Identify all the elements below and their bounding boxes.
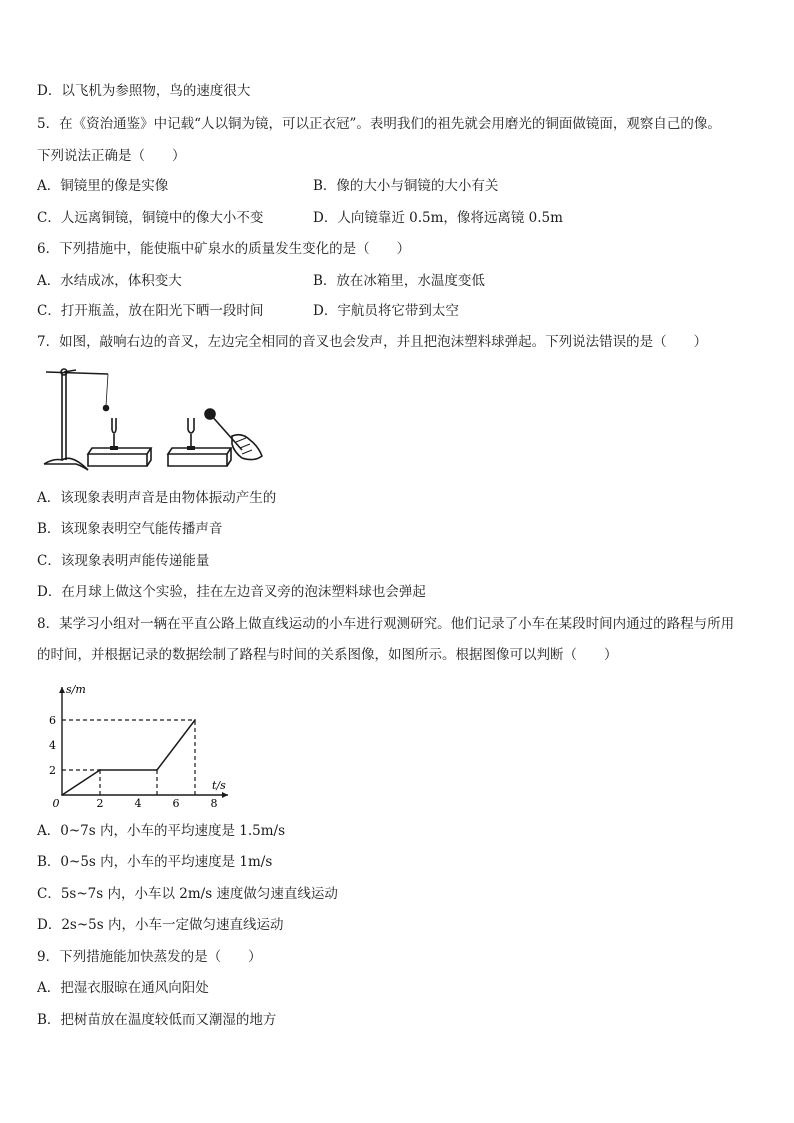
data-point	[61, 794, 63, 796]
option-q6-a: A．水结成冰，体积变大	[37, 273, 182, 289]
option-q5-c: C．人远离铜镜，铜镜中的像大小不变	[37, 210, 264, 226]
x-tick-label: 4	[134, 797, 142, 810]
data-point	[194, 719, 196, 721]
y-tick-label: 6	[49, 714, 56, 727]
question-6-stem: 6．下列措施中，能使瓶中矿泉水的质量发生变化的是（ ）	[37, 241, 411, 257]
option-q8-c: C．5s~7s 内，小车以 2m/s 速度做匀速直线运动	[37, 886, 338, 902]
option-q5-a: A．铜镜里的像是实像	[37, 178, 169, 194]
option-q5-d: D．人向镜靠近 0.5m，像将远离镜 0.5m	[313, 210, 563, 226]
distance-time-chart	[38, 683, 238, 808]
option-q8-d: D．2s~5s 内，小车一定做匀速直线运动	[37, 917, 284, 933]
x-axis-label: t/s	[212, 779, 226, 792]
question-9-stem: 9．下列措施能加快蒸发的是（ ）	[37, 949, 262, 965]
option-q6-b: B．放在冰箱里，水温度变低	[313, 273, 485, 289]
option-q6-c: C．打开瓶盖，放在阳光下晒一段时间	[37, 303, 264, 319]
x-tick-label: 8	[210, 797, 218, 810]
y-tick-label: 4	[49, 739, 56, 752]
option-q7-b: B．该现象表明空气能传播声音	[37, 521, 223, 537]
option-q7-c: C．该现象表明声能传递能量	[37, 553, 210, 569]
option-q4-d: D．以飞机为参照物，鸟的速度很大	[37, 83, 251, 99]
question-8-stem: 8．某学习小组对一辆在平直公路上做直线运动的小车进行观测研究。他们记录了小车在某段时间内通过的路程与所用	[37, 616, 735, 632]
x-tick-label: 2	[96, 797, 104, 810]
option-q8-a: A．0~7s 内，小车的平均速度是 1.5m/s	[37, 823, 285, 839]
x-axis-arrow	[222, 792, 228, 798]
question-5-stem: 5．在《资治通鉴》中记载“人以铜为镜，可以正衣冠”。表明我们的祖先就会用磨光的铜面做镜面，观察自己的像。	[37, 116, 721, 132]
data-point	[156, 769, 158, 771]
y-tick-label: 2	[49, 764, 56, 777]
tuning-fork-figure	[36, 362, 266, 472]
option-q6-d: D．宇航员将它带到太空	[313, 303, 459, 319]
question-7-stem: 7．如图，敲响右边的音叉，左边完全相同的音叉也会发声，并且把泡沫塑料球弹起。下列说法错误的是（ ）	[37, 334, 708, 350]
x-tick-label: 0	[52, 797, 60, 810]
series-line-0	[62, 720, 195, 795]
option-q9-a: A．把湿衣服晾在通风向阳处	[37, 980, 209, 996]
option-q9-b: B．把树苗放在温度较低而又潮湿的地方	[37, 1012, 277, 1028]
question-5-stem-cont: 下列说法正确是（ ）	[37, 148, 186, 164]
x-tick-label: 6	[172, 797, 180, 810]
y-axis-label: s/m	[66, 683, 86, 696]
question-8-stem-cont: 的时间，并根据记录的数据绘制了路程与时间的关系图像，如图所示。根据图像可以判断（ ）	[37, 647, 618, 663]
data-point	[99, 769, 101, 771]
option-q8-b: B．0~5s 内，小车的平均速度是 1m/s	[37, 854, 273, 870]
option-q7-d: D．在月球上做这个实验，挂在左边音叉旁的泡沫塑料球也会弹起	[37, 584, 426, 600]
option-q7-a: A．该现象表明声音是由物体振动产生的	[37, 490, 277, 506]
y-axis-arrow	[59, 687, 65, 693]
option-q5-b: B．像的大小与铜镜的大小有关	[313, 178, 499, 194]
